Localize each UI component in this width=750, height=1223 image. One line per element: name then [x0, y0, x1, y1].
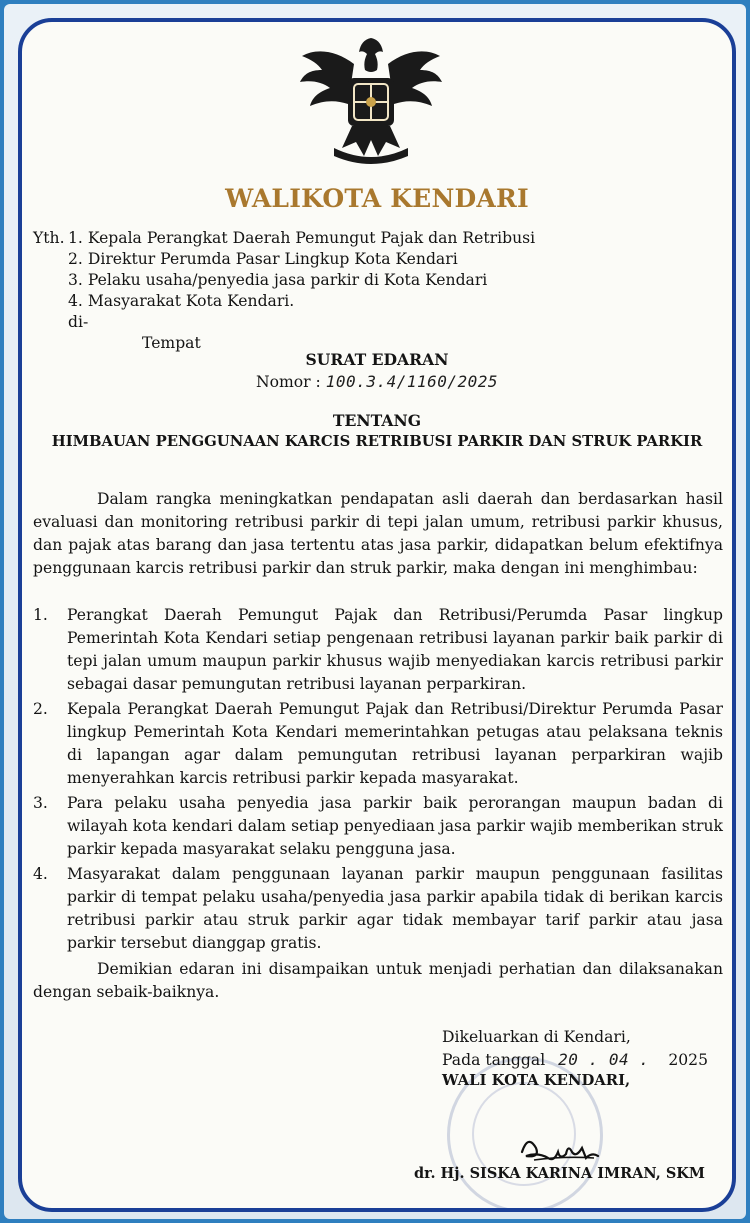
letter-number — [22, 372, 732, 391]
item-number: 4. — [33, 865, 48, 883]
signer-name: dr. Hj. SISKA KARINA IMRAN, SKM — [414, 1165, 705, 1182]
list-item — [33, 604, 723, 696]
letter-title: SURAT EDARAN — [305, 350, 449, 369]
item-text: Masyarakat dalam penggunaan layanan parkir maupun penggunaan fasilitas parkir di tempat pelaku usaha/penyedia jasa parkir apabila tidak di berikan karcis retribusi parkir atau struk parkir agar tidak membayar tarif parkir atau jasa parkir tersebut dianggap gratis. — [67, 865, 723, 952]
letterhead-title: WALIKOTA KENDARI — [225, 184, 529, 213]
date-year: 2025 — [668, 1051, 709, 1069]
addressee-item: 2. Direktur Perumda Pasar Lingkup Kota Kendari — [68, 250, 458, 268]
addressee-di: di- — [68, 313, 89, 331]
issue-date — [442, 1050, 708, 1069]
addressee-item: 3. Pelaku usaha/penyedia jasa parkir di Kota Kendari — [68, 271, 488, 289]
issued-place: Dikeluarkan di Kendari, — [442, 1028, 631, 1046]
addressee-tempat: Tempat — [142, 334, 201, 352]
list-item — [33, 698, 723, 790]
item-number: 2. — [33, 700, 48, 718]
item-number: 1. — [33, 606, 48, 624]
screenshot-frame — [4, 4, 746, 1219]
garuda-emblem-icon — [296, 30, 446, 170]
letter-subject: HIMBAUAN PENGGUNAAN KARCIS RETRIBUSI PARKIR DAN STRUK PARKIR — [51, 433, 703, 450]
item-text: Kepala Perangkat Daerah Pemungut Pajak dan Retribusi/Direktur Perumda Pasar lingkup Pemerintah Kota Kendari memerintahkan petugas atau pelaksana teknis di lapangan agar dalam pemungutan retribusi layanan perparkiran wajib menyerahkan karcis retribusi parkir kepada masyarakat. — [67, 700, 723, 787]
tentang-heading: TENTANG — [332, 411, 422, 430]
list-item — [33, 792, 723, 861]
intro-paragraph: Dalam rangka meningkatkan pendapatan asli daerah dan berdasarkan hasil evaluasi dan monitoring retribusi parkir di tepi jalan umum, retribusi parkir khusus, dan pajak atas barang dan jasa tertentu atas jasa parkir, didapatkan belum efektifnya penggunaan karcis retribusi parkir dan struk parkir, maka dengan ini menghimbau: — [33, 490, 723, 577]
date-handwritten: 20 . 04 . — [558, 1050, 650, 1069]
date-label: Pada tanggal — [442, 1051, 546, 1069]
addressee-item: 1. Kepala Perangkat Daerah Pemungut Pajak dan Retribusi — [68, 229, 536, 247]
signer-position: WALI KOTA KENDARI, — [442, 1072, 631, 1089]
closing-paragraph: Demikian edaran ini disampaikan untuk menjadi perhatian dan dilaksanakan dengan sebaik-baiknya. — [33, 960, 723, 1001]
item-text: Perangkat Daerah Pemungut Pajak dan Retribusi/Perumda Pasar lingkup Pemerintah Kota Kendari setiap pengenaan retribusi layanan parkir baik parkir di tepi jalan umum maupun parkir khusus wajib menyediakan karcis retribusi parkir sebagai dasar pemungutan retribusi layanan perparkiran. — [67, 606, 723, 693]
directive-list — [33, 604, 723, 957]
document-page — [18, 18, 736, 1212]
letter-number-label: Nomor : — [255, 373, 321, 391]
item-number: 3. — [33, 794, 48, 812]
item-text: Para pelaku usaha penyedia jasa parkir baik perorangan maupun badan di wilayah kota kendari dalam setiap penyediaan jasa parkir wajib memberikan struk parkir kepada masyarakat selaku pengguna jasa. — [67, 794, 723, 858]
list-item — [33, 863, 723, 955]
addressee-prefix: Yth. — [33, 229, 65, 247]
letter-number-value: 100.3.4/1160/2025 — [325, 372, 499, 391]
addressee-item: 4. Masyarakat Kota Kendari. — [68, 292, 295, 310]
